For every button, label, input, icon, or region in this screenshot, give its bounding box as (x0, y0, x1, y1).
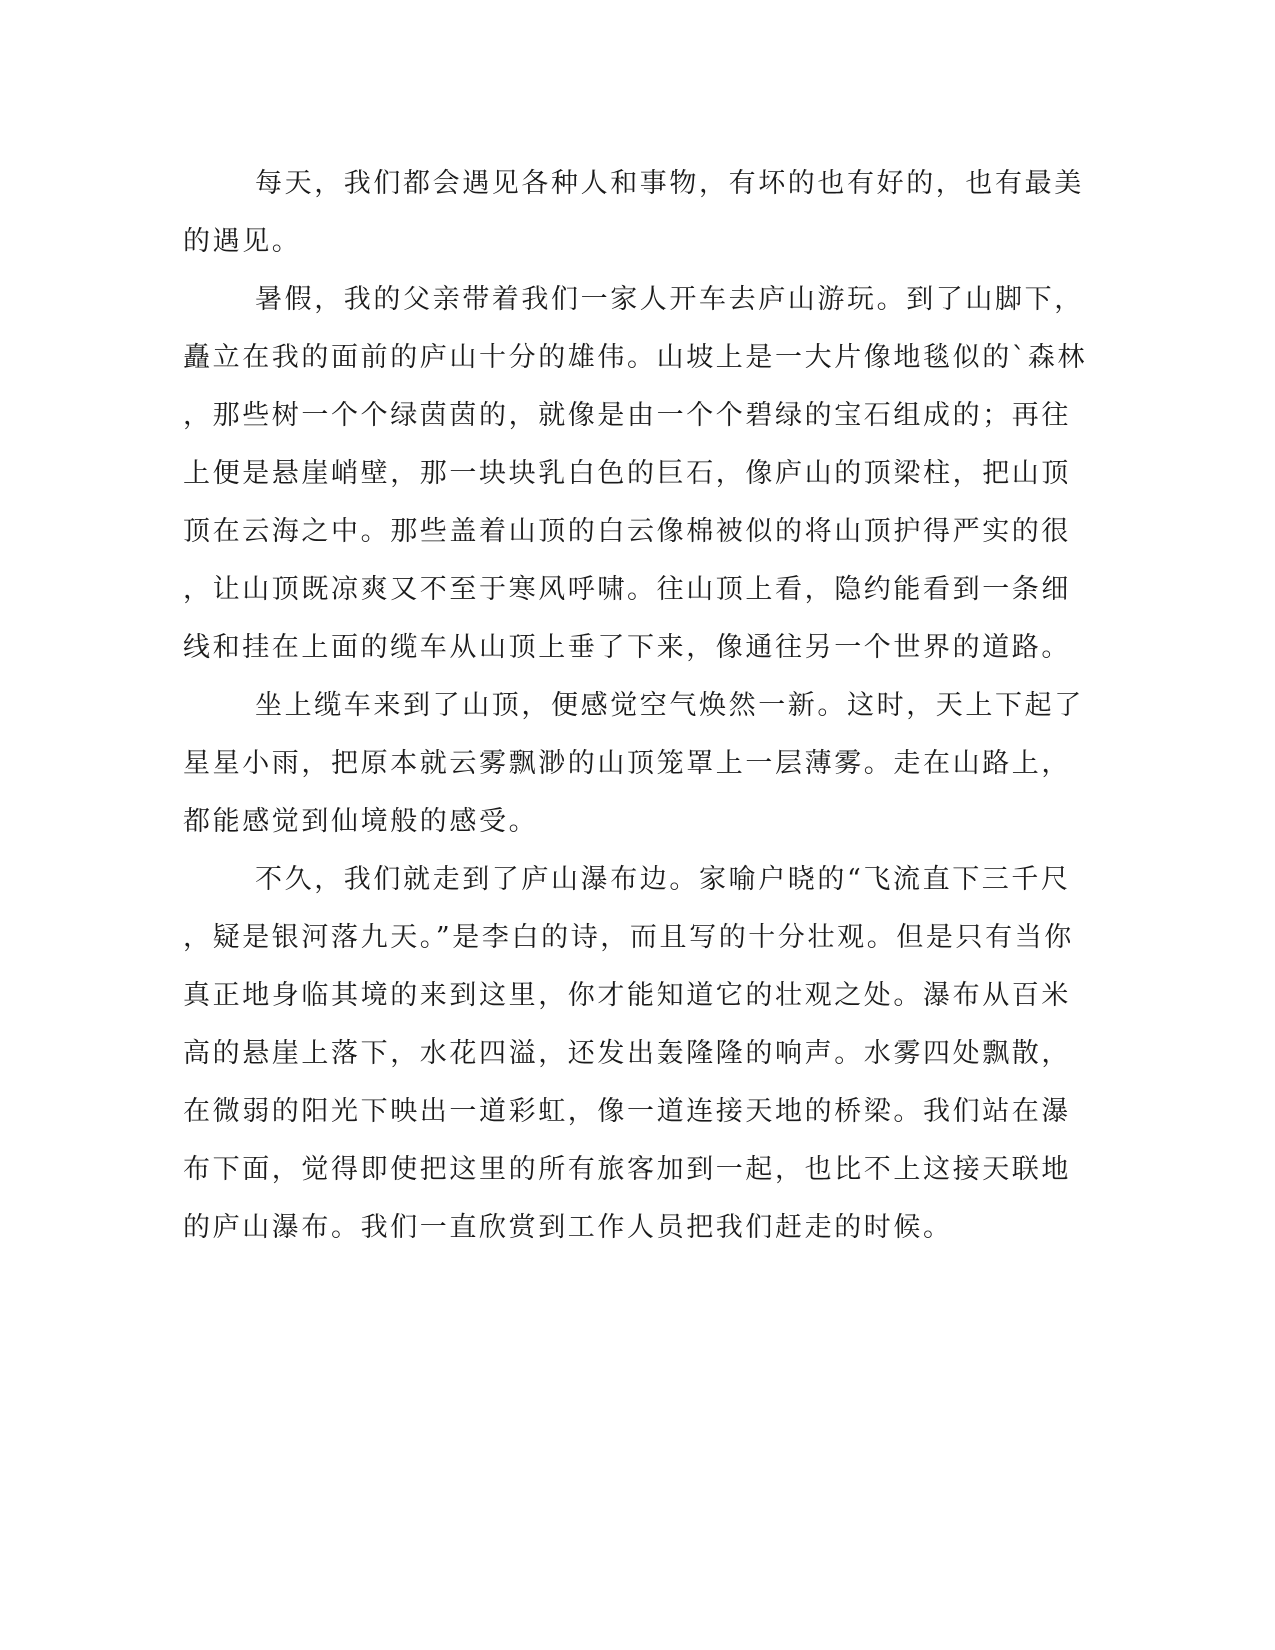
text-line: 暑假，我的父亲带着我们一家人开车去庐山游玩。到了山脚下， (255, 284, 1084, 315)
text-line: 的庐山瀑布。我们一直欣赏到工作人员把我们赶走的时候。 (183, 1212, 953, 1243)
text-line: 矗立在我的面前的庐山十分的雄伟。山坡上是一大片像地毯似的`森林 (183, 342, 1088, 373)
text-line: 都能感觉到仙境般的感受。 (183, 806, 539, 837)
text-line: 的遇见。 (183, 226, 302, 257)
text-line: ，疑是银河落九天。”是李白的诗，而且写的十分壮观。但是只有当你 (183, 922, 1074, 953)
text-line: 真正地身临其境的来到这里，你才能知道它的壮观之处。瀑布从百米 (183, 980, 1071, 1011)
text-line: 不久，我们就走到了庐山瀑布边。家喻户晓的“飞流直下三千尺 (255, 864, 1071, 895)
text-line: 线和挂在上面的缆车从山顶上垂了下来，像通往另一个世界的道路。 (183, 632, 1071, 663)
text-line: 顶在云海之中。那些盖着山顶的白云像棉被似的将山顶护得严实的很 (183, 516, 1071, 547)
text-line: 每天，我们都会遇见各种人和事物，有坏的也有好的，也有最美 (255, 168, 1084, 199)
text-line: 上便是悬崖峭壁，那一块块乳白色的巨石，像庐山的顶梁柱，把山顶 (183, 458, 1071, 489)
text-line: ，那些树一个个绿茵茵的，就像是由一个个碧绿的宝石组成的；再往 (183, 400, 1071, 431)
text-line: 高的悬崖上落下，水花四溢，还发出轰隆隆的响声。水雾四处飘散， (183, 1038, 1071, 1069)
text-line: 在微弱的阳光下映出一道彩虹，像一道连接天地的桥梁。我们站在瀑 (183, 1096, 1071, 1127)
text-line: ，让山顶既凉爽又不至于寒风呼啸。往山顶上看，隐约能看到一条细 (183, 574, 1071, 605)
text-line: 坐上缆车来到了山顶，便感觉空气焕然一新。这时，天上下起了 (255, 690, 1084, 721)
essay-body (183, 155, 1088, 1257)
text-line: 布下面，觉得即使把这里的所有旅客加到一起，也比不上这接天联地 (183, 1154, 1071, 1185)
text-line: 星星小雨，把原本就云雾飘渺的山顶笼罩上一层薄雾。走在山路上， (183, 748, 1071, 779)
